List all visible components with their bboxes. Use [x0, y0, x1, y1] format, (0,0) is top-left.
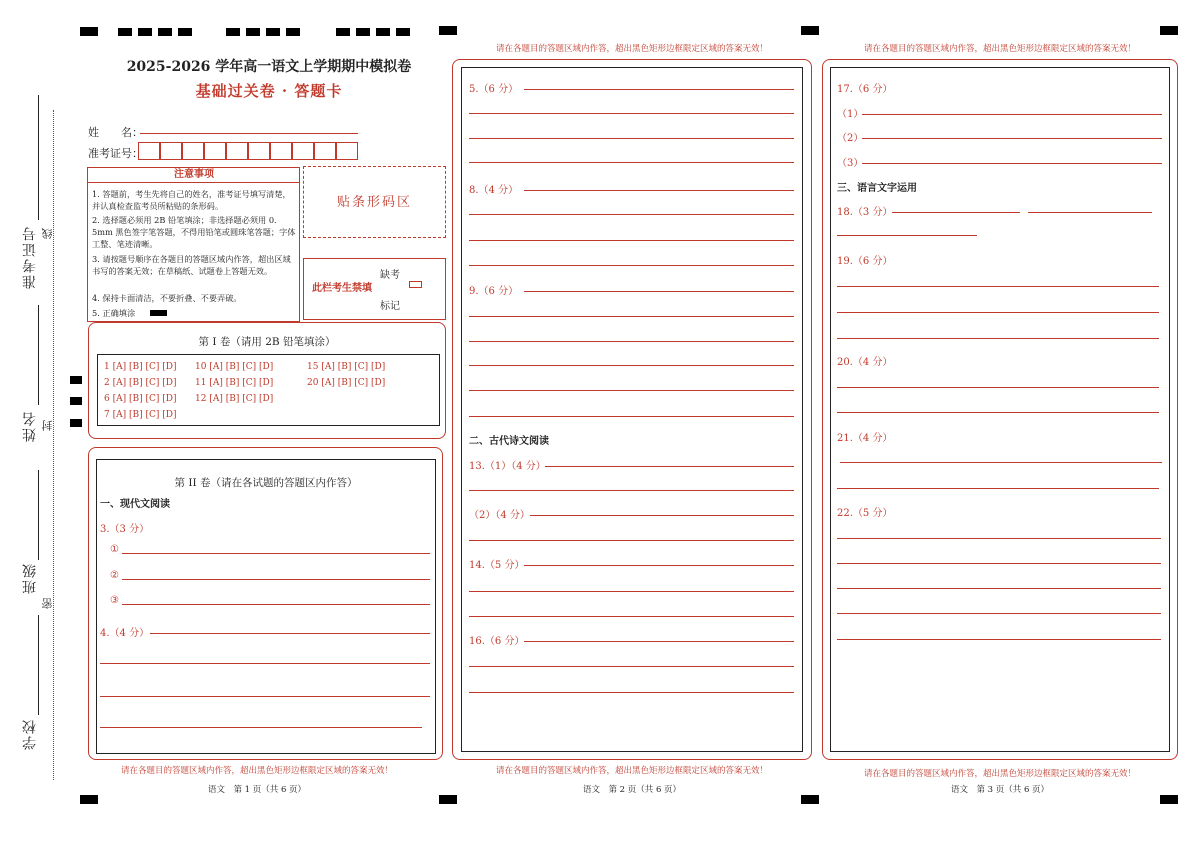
- choice-row[interactable]: 11 [A] [B] [C] [D]: [195, 378, 274, 388]
- registration-mark-bottom-mid2: [801, 795, 819, 804]
- answer-line[interactable]: [469, 138, 794, 139]
- timing-mark: [246, 28, 260, 36]
- answer-line[interactable]: [469, 692, 794, 693]
- answer-line[interactable]: [469, 341, 794, 342]
- footer-page1: 语文 第 1 页（共 6 页）: [207, 785, 307, 795]
- registration-mark-top-mid1: [439, 26, 457, 35]
- timing-mark: [178, 28, 192, 36]
- answer-line[interactable]: [837, 235, 977, 236]
- answer-line[interactable]: [469, 390, 794, 391]
- footer-page3: 语文 第 3 页（共 6 页）: [950, 785, 1050, 795]
- id-cell[interactable]: [204, 142, 226, 160]
- q14-label: 14.（5 分）: [469, 560, 525, 571]
- q16-label: 16.（6 分）: [469, 636, 525, 647]
- warning-page2-top: 请在各题目的答题区域内作答，超出黑色矩形边框限定区域的答案无效！: [495, 44, 768, 54]
- timing-mark: [356, 28, 370, 36]
- q13-1-label: 13.（1）（4 分）: [469, 461, 546, 472]
- answer-line[interactable]: [837, 286, 1159, 287]
- notice-item: 4. 保持卡面清洁，不要折叠、不要弄破。: [92, 293, 242, 303]
- binding-line: [53, 110, 54, 780]
- choice-row[interactable]: 7 [A] [B] [C] [D]: [104, 410, 177, 420]
- id-cell[interactable]: [314, 142, 336, 160]
- side-mark: [70, 419, 82, 427]
- choice-row[interactable]: 20 [A] [B] [C] [D]: [307, 378, 386, 388]
- answer-line[interactable]: [100, 727, 422, 728]
- side-id-label: 准考证号: [22, 225, 38, 289]
- q3-item: ①: [110, 544, 119, 555]
- answer-line[interactable]: [840, 462, 1162, 463]
- page3-inner: [830, 67, 1170, 752]
- q8-label: 8.（4 分）: [469, 185, 519, 196]
- id-cell[interactable]: [226, 142, 248, 160]
- choice-row[interactable]: 6 [A] [B] [C] [D]: [104, 394, 177, 404]
- timing-mark: [138, 28, 152, 36]
- side-name-label: 姓名: [22, 410, 38, 442]
- warning-page3-bottom: 请在各题目的答题区域内作答，超出黑色矩形边框限定区域的答案无效！: [863, 769, 1136, 779]
- answer-line[interactable]: [837, 538, 1161, 539]
- answer-line[interactable]: [837, 563, 1161, 564]
- q20-label: 20.（4 分）: [837, 357, 893, 368]
- q3-item: ②: [110, 570, 119, 581]
- q3-label: 3.（3 分）: [100, 524, 150, 535]
- answer-line[interactable]: [837, 387, 1159, 388]
- timing-mark: [158, 28, 172, 36]
- q4-label: 4.（4 分）: [100, 628, 150, 639]
- warning-page3-top: 请在各题目的答题区域内作答，超出黑色矩形边框限定区域的答案无效！: [863, 44, 1136, 54]
- name-field[interactable]: [140, 122, 358, 134]
- answer-line[interactable]: [862, 163, 1162, 164]
- q5-label: 5.（6 分）: [469, 84, 519, 95]
- answer-line[interactable]: [524, 89, 794, 90]
- q22-label: 22.（5 分）: [837, 508, 893, 519]
- answer-line[interactable]: [469, 540, 794, 541]
- registration-mark-bottom-right: [1160, 795, 1178, 804]
- side-seal-char: 封: [41, 420, 54, 431]
- side-class-label: 班级: [22, 562, 38, 594]
- registration-mark-bottom-left: [80, 795, 98, 804]
- answer-line[interactable]: [469, 666, 794, 667]
- q17-item: （1）: [837, 109, 864, 120]
- registration-mark-top-left: [80, 27, 98, 36]
- side-id-underline: [38, 95, 39, 220]
- answer-line[interactable]: [469, 113, 794, 114]
- choice-row[interactable]: 12 [A] [B] [C] [D]: [195, 394, 274, 404]
- warning-page2-bottom: 请在各题目的答题区域内作答，超出黑色矩形边框限定区域的答案无效！: [495, 766, 768, 776]
- registration-mark-bottom-mid1: [439, 795, 457, 804]
- section-language-use: 三、语言文字运用: [837, 183, 917, 194]
- part2-title: 第 II 卷（请在各试题的答题区内作答）: [174, 477, 358, 489]
- answer-line[interactable]: [837, 338, 1159, 339]
- footer-page2: 语文 第 2 页（共 6 页）: [582, 785, 682, 795]
- answer-line[interactable]: [524, 291, 794, 292]
- answer-line[interactable]: [469, 162, 794, 163]
- exam-title: 2025-2026 学年高一语文上学期期中模拟卷: [126, 59, 412, 75]
- id-cell[interactable]: [182, 142, 204, 160]
- timing-mark: [226, 28, 240, 36]
- answer-line[interactable]: [469, 416, 794, 417]
- choice-row[interactable]: 1 [A] [B] [C] [D]: [104, 362, 177, 372]
- timing-mark: [286, 28, 300, 36]
- q17-label: 17.（6 分）: [837, 84, 893, 95]
- id-cell[interactable]: [270, 142, 292, 160]
- q19-label: 19.（6 分）: [837, 256, 893, 267]
- answer-line[interactable]: [545, 466, 794, 467]
- q21-label: 21.（4 分）: [837, 433, 893, 444]
- answer-line[interactable]: [837, 312, 1159, 313]
- side-school-label: 学校: [22, 718, 38, 750]
- timing-mark: [376, 28, 390, 36]
- answer-line[interactable]: [469, 490, 794, 491]
- answer-line[interactable]: [469, 365, 794, 366]
- answer-line[interactable]: [469, 214, 794, 215]
- answer-line[interactable]: [469, 616, 794, 617]
- answer-line[interactable]: [100, 696, 430, 697]
- answer-line[interactable]: [122, 604, 430, 605]
- answer-line[interactable]: [122, 579, 430, 580]
- absent-label-top: 缺考: [380, 270, 400, 281]
- registration-mark-top-right: [1160, 26, 1178, 35]
- answer-line[interactable]: [469, 591, 794, 592]
- timing-mark: [118, 28, 132, 36]
- answer-line[interactable]: [150, 633, 430, 634]
- answer-line[interactable]: [524, 565, 794, 566]
- answer-line[interactable]: [837, 588, 1161, 589]
- q3-item: ③: [110, 595, 119, 606]
- answer-line[interactable]: [469, 240, 794, 241]
- answer-line[interactable]: [1028, 212, 1152, 213]
- id-cell[interactable]: [336, 142, 358, 160]
- side-mark: [70, 376, 82, 384]
- exam-subtitle: 基础过关卷 · 答题卡: [195, 82, 343, 100]
- warning-page1: 请在各题目的答题区域内作答，超出黑色矩形边框限定区域的答案无效！: [120, 766, 393, 776]
- answer-line[interactable]: [100, 663, 430, 664]
- fill-sample: [150, 310, 167, 316]
- answer-line[interactable]: [524, 641, 794, 642]
- part1-title: 第 I 卷（请用 2B 铅笔填涂）: [198, 336, 336, 348]
- side-class-underline: [38, 470, 39, 560]
- answer-line[interactable]: [837, 488, 1159, 489]
- id-label: 准考证号：: [88, 147, 143, 160]
- notice-item: 1. 答题前，考生先将自己的姓名，准考证号填写清楚，并认真检查监考员所粘贴的条形码。: [92, 189, 291, 211]
- side-name-underline: [38, 305, 39, 405]
- absent-warning: 此栏考生禁填: [312, 283, 372, 294]
- timing-mark: [336, 28, 350, 36]
- q9-label: 9.（6 分）: [469, 286, 519, 297]
- notice-item: 5. 正确填涂: [92, 308, 136, 318]
- choice-row[interactable]: 15 [A] [B] [C] [D]: [307, 362, 386, 372]
- name-label: 姓 名：: [88, 126, 143, 139]
- registration-mark-top-mid2: [801, 26, 819, 35]
- answer-line[interactable]: [862, 114, 1162, 115]
- absent-label-bottom: 标记: [380, 301, 400, 312]
- answer-line[interactable]: [837, 412, 1159, 413]
- choice-row[interactable]: 2 [A] [B] [C] [D]: [104, 378, 177, 388]
- answer-line[interactable]: [469, 265, 794, 266]
- q17-item: （2）: [837, 133, 864, 144]
- notice-item: 2. 选择题必须用 2B 铅笔填涂；非选择题必须用 0．5mm 黑色签字笔答题，不得用铅笔或圆珠笔答题；字体工整、笔迹清晰。: [92, 215, 296, 249]
- barcode-label: 贴条形码区: [336, 195, 412, 210]
- answer-line[interactable]: [122, 553, 430, 554]
- id-cell[interactable]: [248, 142, 270, 160]
- q18-label: 18.（3 分）: [837, 207, 893, 218]
- q13-2-label: （2）（4 分）: [469, 510, 530, 521]
- timing-mark: [266, 28, 280, 36]
- side-mark: [70, 397, 82, 405]
- side-line-char: 线: [41, 228, 54, 239]
- answer-line[interactable]: [837, 613, 1161, 614]
- choice-row[interactable]: 10 [A] [B] [C] [D]: [195, 362, 274, 372]
- side-secret-char: 密: [41, 598, 54, 609]
- id-cell[interactable]: [292, 142, 314, 160]
- timing-mark: [396, 28, 410, 36]
- section-ancient-reading: 二、古代诗文阅读: [469, 436, 549, 447]
- page2-inner: [461, 67, 803, 752]
- notice-item: 3. 请按题号顺序在各题目的答题区域内作答，超出区域书写的答案无效；在草稿纸、试题卷上答题无效。: [92, 254, 291, 276]
- answer-line[interactable]: [469, 316, 794, 317]
- answer-line[interactable]: [524, 190, 794, 191]
- side-school-underline: [38, 615, 39, 715]
- q17-item: （3）: [837, 158, 864, 169]
- answer-line[interactable]: [892, 212, 1020, 213]
- id-cell[interactable]: [138, 142, 160, 160]
- notice-title: 注意事项: [88, 167, 300, 183]
- answer-line[interactable]: [862, 138, 1162, 139]
- id-cell[interactable]: [160, 142, 182, 160]
- answer-line[interactable]: [837, 639, 1161, 640]
- section-modern-reading: 一、现代文阅读: [100, 499, 170, 510]
- absent-checkbox[interactable]: [409, 281, 422, 288]
- answer-line[interactable]: [530, 515, 794, 516]
